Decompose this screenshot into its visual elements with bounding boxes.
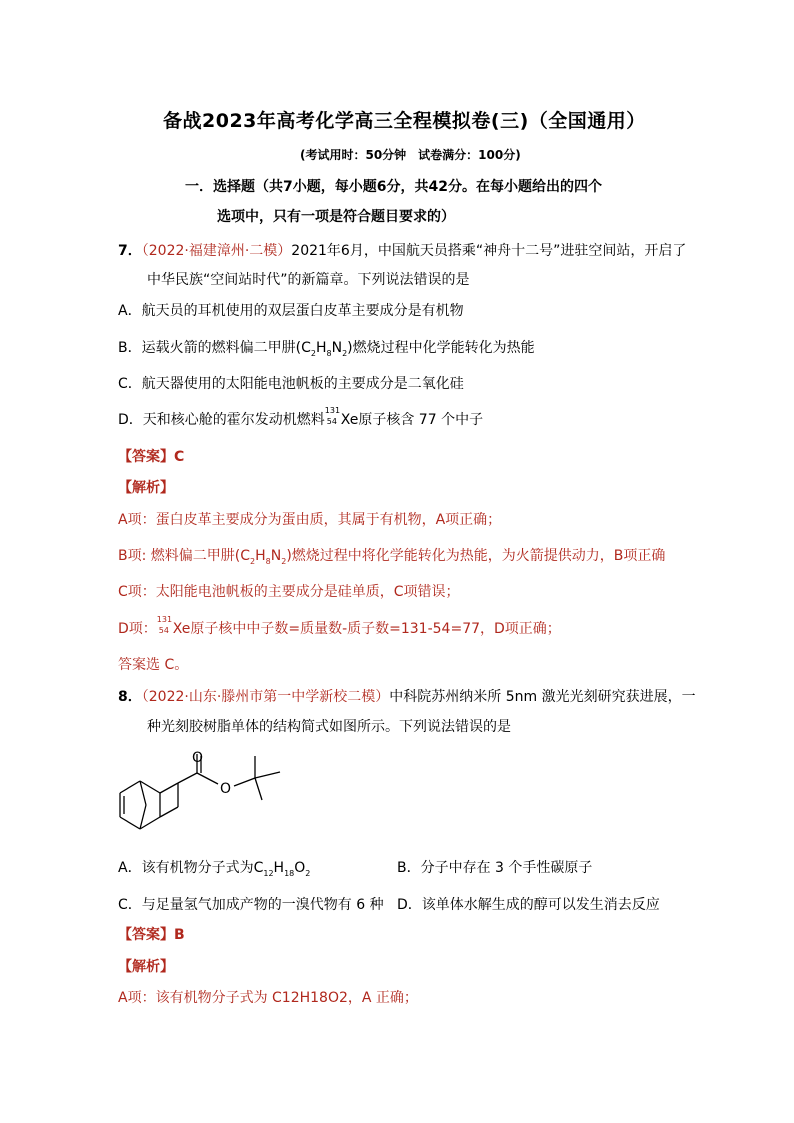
q7-option-b-pre: B．运载火箭的燃料偏二甲肼( [118,340,302,356]
oxygen-label-carbonyl: O [192,750,204,766]
formula-c2h8n2: $C_2H_8N_2$ [301,340,348,358]
q7-option-c: C．航天器使用的太阳能电池帆板的主要成分是二氧化硅 [118,376,464,392]
q8-stem-line1: 中科院苏州纳米所 5nm 激光光刻研究获进展，一 [389,689,696,705]
page-title: 备战2023年高考化学高三全程模拟卷(三)（全国通用） [163,110,646,132]
q7-analysis-label: 【解析】 [118,480,174,496]
q7-option-a: A．航天员的耳机使用的双层蛋白皮革主要成分是有机物 [118,303,464,319]
q7-number: 7． [118,243,142,259]
q8-option-a: A．该有机物分子式为$C_{12}H_{18}O_2$ [118,860,311,878]
section-heading-line2: 选项中，只有一项是符合题目要求的） [217,209,455,225]
q7-option-b [118,337,535,358]
formula-c2h8n2: $C_2H_8N_2$ [240,548,287,566]
q8-number: 8． [118,689,142,705]
molecule-structure-diagram [110,748,300,843]
q7-stem-line1: 2021年6月，中国航天员搭乘“神舟十二号”进驻空间站，开启了 [291,243,687,259]
q7-option-b-post: )燃烧过程中化学能转化为热能 [347,340,535,356]
q8-answer: 【答案】B [118,927,185,943]
q7-analysis-a: A项：蛋白皮革主要成分为蛋由质，其属于有机物，A项正确； [118,512,502,528]
q8-option-b: B．分子中存在 3 个手性碳原子 [397,860,593,876]
q7-stem [118,240,686,260]
q8-stem [118,686,696,706]
q7-option-d-pre: D．天和核心舱的霍尔发动机燃料 [118,412,325,428]
q7-analysis-d: D项： 131 54 Xe原子核中中子数=质量数-质子数=131-54=77，D项正确； [118,615,561,637]
q7-stem-line2: 中华民族“空间站时代”的新篇章。下列说法错误的是 [147,272,470,288]
q8-analysis-a: A项：该有机物分子式为 C12H18O2，A 正确； [118,990,418,1006]
q7-analysis-c: C项：太阳能电池帆板的主要成分是硅单质，C项错误； [118,584,460,600]
q7-conclusion: 答案选 C。 [118,657,189,673]
formula-c12h18o2: $C_{12}H_{18}O_2$ [253,860,311,878]
q8-option-d: D．该单体水解生成的醇可以发生消去反应 [397,897,660,913]
q7-analysis-b: B项: 燃料偏二甲肼$(C_2H_8N_2)$燃烧过程中将化学能转化为热能，为火箭提供动力，B项正确 [118,548,666,566]
q8-analysis-label: 【解析】 [118,959,174,975]
q7-source: （2022·福建漳州·二模） [141,243,292,259]
q8-source: （2022·山东·滕州市第一中学新校二模） [141,689,390,705]
section-heading-line1: 一．选择题（共7小题，每小题6分，共42分。在每小题给出的四个 [185,179,602,195]
q7-option-d-post: 原子核含 77 个中子 [358,412,484,428]
q8-option-c: C．与足量氢气加成产物的一溴代物有 6 种 [118,897,384,913]
exam-info: (考试用时：50分钟 试卷满分：100分) [300,148,521,162]
q7-option-d: D．天和核心舱的霍尔发动机燃料 131 54 Xe原子核含 77 个中子 [118,406,484,428]
nuclide-xe: 131 54 [324,406,341,426]
oxygen-label-ester: O [220,781,232,797]
nuclide-xe: 131 54 [156,615,173,635]
q8-stem-line2: 种光刻胶树脂单体的结构简式如图所示。下列说法错误的是 [147,719,511,735]
q7-answer: 【答案】C [118,449,185,465]
